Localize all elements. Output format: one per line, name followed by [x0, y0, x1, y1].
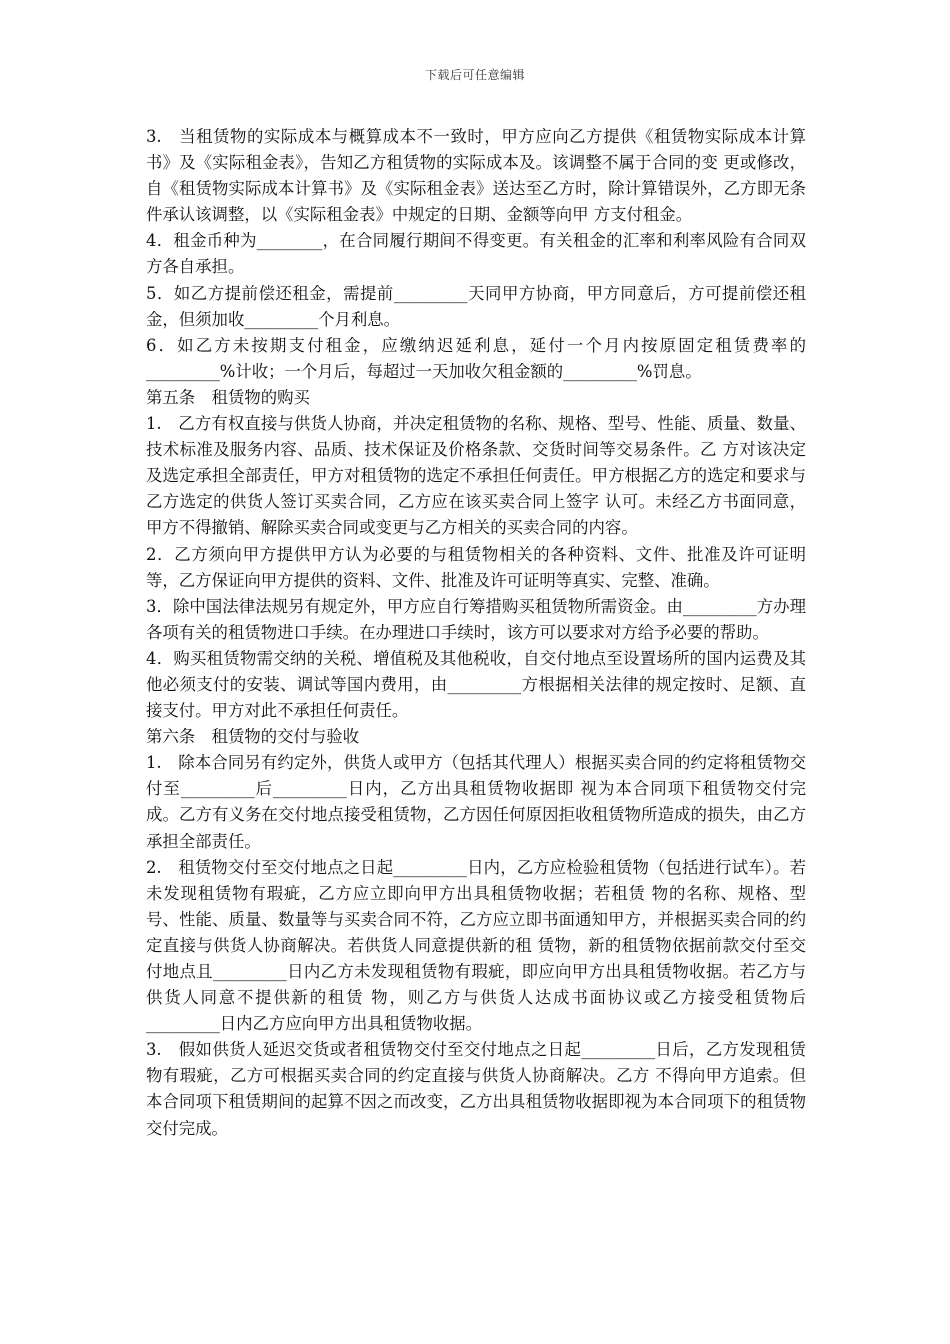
paragraph-6-2: 2. 租赁物交付至交付地点之日起_________日内，乙方应检验租赁物（包括进行试车）。若未发现租赁物有瑕疵，乙方应立即向甲方出具租赁物收据；若租赁 物的名称、规格、型号、性能、质量、数量等与买卖合同不符，乙方应立即书面通知甲方，并根据买卖合同的约定直接与供货人协商解决。若供货人同意提供新的租 赁物，新的租赁物依据前款交付至交付地点且_________日内乙方未发现租赁物有瑕疵，即应向甲方出具租赁物收据。若乙方与供货人同意不提供新的租赁 物，则乙方与供货人达成书面协议或乙方接受租赁物后_________日内乙方应向甲方出具租赁物收据。 — [146, 857, 806, 1034]
paragraph-6-1: 1. 除本合同另有约定外，供货人或甲方（包括其代理人）根据买卖合同的约定将租赁物交付至_________后_________日内，乙方出具租赁物收据即 视为本合同项下租赁物交付完成。乙方有义务在交付地点接受租赁物，乙方因任何原因拒收租赁物所造成的损失，由乙方承担全部责任。 — [146, 753, 806, 851]
paragraph-4-6: 6．如乙方未按期支付租金，应缴纳迟延利息，延付一个月内按原固定租赁费率的_________%计收；一个月后，每超过一天加收欠租金额的_________%罚息。 — [146, 335, 806, 381]
article-5-heading: 第五条 租赁物的购买 — [146, 387, 310, 407]
paragraph-4-3: 3. 当租赁物的实际成本与概算成本不一致时，甲方应向乙方提供《租赁物实际成本计算书》及《实际租金表》，告知乙方租赁物的实际成本及。该调整不属于合同的变 更或修改，自《租赁物实际成本计算书》及《实际租金表》送达至乙方时，除计算错误外，乙方即无条件承认该调整，以《实际租金表》中规定的日期、金额等向甲 方支付租金。 — [146, 127, 806, 225]
paragraph-5-4: 4．购买租赁物需交纳的关税、增值税及其他税收，自交付地点至设置场所的国内运费及其他必须支付的安装、调试等国内费用，由_________方根据相关法律的规定按时、足额、直接支付。甲方对此不承担任何责任。 — [146, 648, 806, 721]
paragraph-4-5: 5．如乙方提前偿还租金，需提前_________天同甲方协商，甲方同意后，方可提前偿还租金，但须加收_________个月利息。 — [146, 283, 806, 329]
paragraph-5-1: 1. 乙方有权直接与供货人协商，并决定租赁物的名称、规格、型号、性能、质量、数量、技术标准及服务内容、品质、技术保证及价格条款、交货时间等交易条件。乙 方对该决定及选定承担全部责任，甲方对租赁物的选定不承担任何责任。甲方根据乙方的选定和要求与乙方选定的供货人签订买卖合同，乙方应在该买卖合同上签字 认可。未经乙方书面同意，甲方不得撤销、解除买卖合同或变更与乙方相关的买卖合同的内容。 — [146, 414, 806, 538]
page-header-note: 下载后可任意编辑 — [424, 68, 525, 82]
paragraph-5-2: 2．乙方须向甲方提供甲方认为必要的与租赁物相关的各种资料、文件、批准及许可证明等，乙方保证向甲方提供的资料、文件、批准及许可证明等真实、完整、准确。 — [146, 544, 806, 590]
paragraph-5-3: 3．除中国法律法规另有规定外，甲方应自行筹措购买租赁物所需资金。由_________方办理各项有关的租赁物进口手续。在办理进口手续时，该方可以要求对方给予必要的帮助。 — [146, 596, 806, 642]
paragraph-6-3: 3. 假如供货人延迟交货或者租赁物交付至交付地点之日起_________日后，乙方发现租赁物有瑕疵，乙方可根据买卖合同的约定直接与供货人协商解决。乙方 不得向甲方追索。但本合同项下租赁期间的起算不因之而改变，乙方出具租赁物收据即视为本合同项下的租赁物交付完成。 — [146, 1040, 806, 1138]
article-6-heading: 第六条 租赁物的交付与验收 — [146, 727, 360, 747]
paragraph-4-4: 4．租金币种为________，在合同履行期间不得变更。有关租金的汇率和利率风险有合同双方各自承担。 — [146, 231, 806, 277]
document-body — [146, 124, 806, 1142]
